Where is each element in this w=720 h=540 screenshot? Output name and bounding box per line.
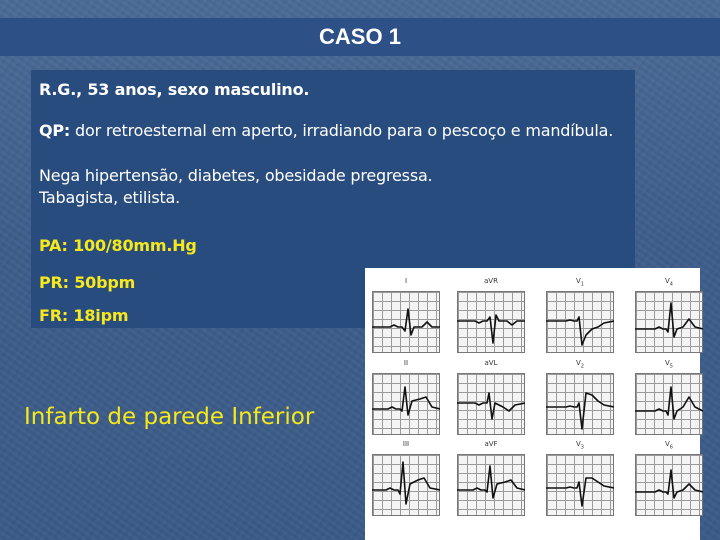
ecg-lead-name: II: [403, 359, 409, 367]
chief-complaint: [39, 121, 613, 140]
ecg-lead-label: [457, 440, 525, 448]
ecg-lead-label: [546, 440, 614, 450]
ecg-lead-name: III: [402, 440, 410, 448]
ecg-lead: [635, 440, 703, 516]
ecg-lead-label: [372, 277, 440, 285]
ecg-trace: [635, 454, 703, 516]
ecg-lead-name: V: [576, 277, 581, 285]
ecg-lead: [635, 359, 703, 435]
ecg-lead-subscript: 4: [669, 281, 673, 288]
ecg-trace: [635, 373, 703, 435]
ecg-lead-label: [372, 440, 440, 448]
ecg-trace: [457, 291, 525, 353]
ecg-lead-name: aVL: [484, 359, 498, 367]
ecg-lead-name: V: [576, 359, 581, 367]
ecg-trace: [457, 454, 525, 516]
ecg-waveform: [457, 393, 525, 419]
ecg-lead: [546, 277, 614, 353]
ecg-trace: [546, 454, 614, 516]
ecg-lead-name: I: [404, 277, 408, 285]
ecg-lead-label: [635, 277, 703, 287]
ecg-lead-subscript: 3: [580, 444, 584, 451]
ecg-waveform: [372, 462, 440, 504]
ecg-lead-name: V: [665, 440, 670, 448]
ecg-lead: [372, 440, 440, 516]
diagnosis-text: Infarto de parede Inferior: [24, 404, 315, 430]
ecg-waveform: [546, 317, 614, 345]
ecg-lead: [457, 277, 525, 353]
ecg-trace: [635, 291, 703, 353]
ecg-lead-label: [635, 359, 703, 369]
ecg-waveform: [635, 303, 703, 337]
ecg-lead: [457, 359, 525, 435]
ecg-waveform: [457, 315, 525, 343]
ecg-trace: [546, 373, 614, 435]
ecg-trace: [372, 291, 440, 353]
ecg-lead: [546, 440, 614, 516]
ecg-lead-label: [546, 277, 614, 287]
ecg-lead-name: V: [665, 359, 670, 367]
ecg-lead-subscript: 1: [580, 281, 584, 288]
ecg-trace: [372, 454, 440, 516]
ecg-lead-label: [372, 359, 440, 367]
ecg-waveform: [546, 393, 614, 429]
qp-text: dor retroesternal em aperto, irradiando para o pescoço e mandíbula.: [70, 121, 614, 140]
pulse-rate: PR: 50bpm: [39, 273, 136, 292]
ecg-waveform: [635, 387, 703, 419]
ecg-lead-label: [457, 277, 525, 285]
ecg-lead-subscript: 2: [580, 363, 584, 370]
qp-label: QP:: [39, 121, 71, 140]
history-line-1: Nega hipertensão, diabetes, obesidade pregressa.: [39, 166, 433, 185]
respiratory-rate: FR: 18ipm: [39, 306, 129, 325]
ecg-lead: [457, 440, 525, 516]
ecg-waveform: [635, 470, 703, 498]
ecg-trace: [457, 373, 525, 435]
slide-title: CASO 1: [0, 18, 720, 56]
ecg-lead-subscript: 6: [669, 444, 673, 451]
ecg-lead: [372, 277, 440, 353]
ecg-lead-name: aVR: [484, 277, 498, 285]
ecg-lead-subscript: 5: [669, 363, 673, 370]
ecg-lead-name: V: [665, 277, 670, 285]
ecg-lead-label: [635, 440, 703, 450]
patient-info: R.G., 53 anos, sexo masculino.: [39, 80, 310, 99]
ecg-lead: [372, 359, 440, 435]
ecg-waveform: [457, 466, 525, 498]
ecg-waveform: [372, 387, 440, 415]
ecg-image: [365, 268, 700, 540]
blood-pressure: PA: 100/80mm.Hg: [39, 236, 197, 255]
ecg-lead: [635, 277, 703, 353]
ecg-lead: [546, 359, 614, 435]
ecg-lead-label: [546, 359, 614, 369]
ecg-lead-name: V: [576, 440, 581, 448]
ecg-waveform: [546, 478, 614, 506]
ecg-lead-label: [457, 359, 525, 367]
ecg-waveform: [372, 309, 440, 335]
history-line-2: Tabagista, etilista.: [39, 188, 181, 207]
ecg-trace: [546, 291, 614, 353]
ecg-lead-name: aVF: [484, 440, 498, 448]
ecg-trace: [372, 373, 440, 435]
